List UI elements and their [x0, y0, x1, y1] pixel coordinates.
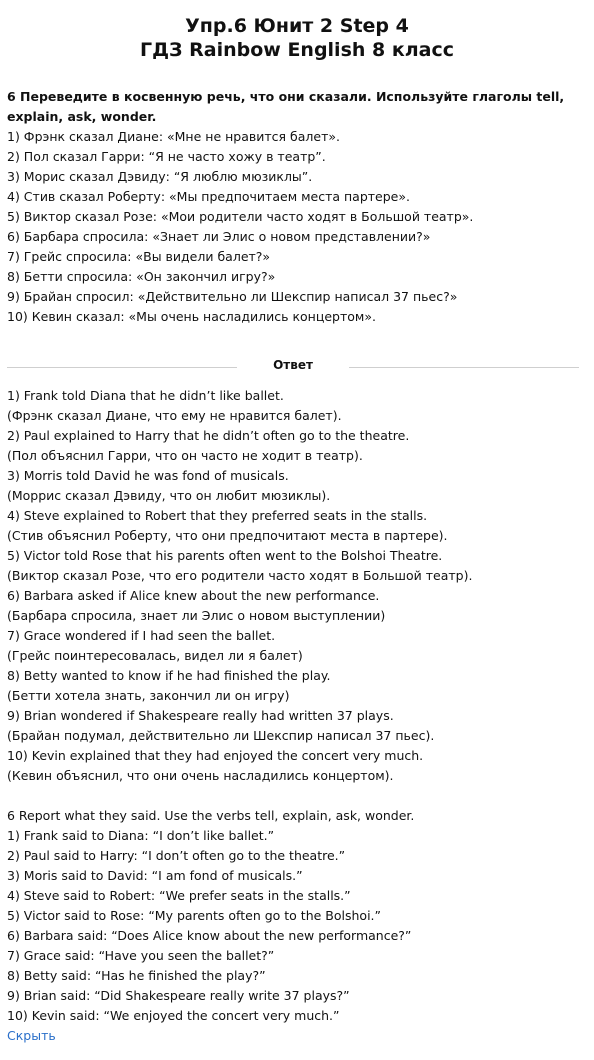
report-item: 3) Moris said to David: “I am fond of musicals.” [7, 868, 303, 883]
report-item: 8) Betty said: “Has he finished the play?” [7, 968, 266, 983]
report-section [7, 806, 587, 1026]
task-item: 2) Пол сказал Гарри: “Я не часто хожу в театр”. [7, 149, 326, 164]
report-heading: 6 Report what they said. Use the verbs tell, explain, ask, wonder. [7, 808, 415, 823]
answers-section [7, 386, 587, 786]
page-title-line-2: ГДЗ Rainbow English 8 класс [139, 39, 455, 61]
answer-line: (Моррис сказал Дэвиду, что он любит мюзиклы). [7, 488, 331, 503]
answer-label: Ответ [273, 358, 313, 372]
answer-line: 5) Victor told Rose that his parents often went to the Bolshoi Theatre. [7, 548, 443, 563]
task-item: 7) Грейс спросила: «Вы видели балет?» [7, 249, 271, 264]
page-title [0, 0, 594, 62]
answer-line: 2) Paul explained to Harry that he didn’t often go to the theatre. [7, 428, 410, 443]
answer-line: 1) Frank told Diana that he didn’t like ballet. [7, 388, 284, 403]
task-item: 9) Брайан спросил: «Действительно ли Шекспир написал 37 пьес?» [7, 289, 458, 304]
task-item: 1) Фрэнк сказал Диане: «Мне не нравится балет». [7, 129, 340, 144]
answer-line: (Фрэнк сказал Диане, что ему не нравится балет). [7, 408, 342, 423]
separator-rule-right [349, 367, 579, 368]
task-item: 4) Стив сказал Роберту: «Мы предпочитаем места партере». [7, 189, 410, 204]
answer-separator [7, 360, 579, 374]
answer-line: (Кевин объяснил, что они очень насладились концертом). [7, 768, 394, 783]
task-item: 10) Кевин сказал: «Мы очень насладились концертом». [7, 309, 376, 324]
answer-line: 7) Grace wondered if I had seen the ballet. [7, 628, 276, 643]
report-item: 2) Paul said to Harry: “I don’t often go to the theatre.” [7, 848, 346, 863]
task-item: 6) Барбара спросила: «Знает ли Элис о новом представлении?» [7, 229, 431, 244]
report-item: 9) Brian said: “Did Shakespeare really write 37 plays?” [7, 988, 350, 1003]
answer-line: 9) Brian wondered if Shakespeare really had written 37 plays. [7, 708, 394, 723]
answer-line: 3) Morris told David he was fond of musicals. [7, 468, 289, 483]
answer-line: (Брайан подумал, действительно ли Шекспир написал 37 пьес). [7, 728, 435, 743]
answer-line: (Пол объяснил Гарри, что он часто не ходит в театр). [7, 448, 363, 463]
report-item: 1) Frank said to Diana: “I don’t like ballet.” [7, 828, 275, 843]
page-title-line-1: Упр.6 Юнит 2 Step 4 [185, 15, 409, 37]
answer-line: 10) Kevin explained that they had enjoyed the concert very much. [7, 748, 424, 763]
answer-line: (Барбара спросила, знает ли Элис о новом выступлении) [7, 608, 386, 623]
report-item: 5) Victor said to Rose: “My parents often go to the Bolshoi.” [7, 908, 381, 923]
answer-line: 6) Barbara asked if Alice knew about the new performance. [7, 588, 380, 603]
task-item: 5) Виктор сказал Розе: «Мои родители часто ходят в Большой театр». [7, 209, 474, 224]
task-heading: 6 Переведите в косвенную речь, что они сказали. Используйте глаголы tell, explain, ask, wonder. [7, 89, 565, 124]
report-item: 10) Kevin said: “We enjoyed the concert very much.” [7, 1008, 340, 1023]
task-item: 8) Бетти спросила: «Он закончил игру?» [7, 269, 276, 284]
answer-line: 8) Betty wanted to know if he had finished the play. [7, 668, 331, 683]
report-item: 7) Grace said: “Have you seen the ballet?” [7, 948, 275, 963]
answer-line: 4) Steve explained to Robert that they preferred seats in the stalls. [7, 508, 428, 523]
report-item: 4) Steve said to Robert: “We prefer seats in the stalls.” [7, 888, 351, 903]
hide-link[interactable]: Скрыть [7, 1028, 56, 1043]
answer-line: (Бетти хотела знать, закончил ли он игру) [7, 688, 290, 703]
report-item: 6) Barbara said: “Does Alice know about the new performance?” [7, 928, 412, 943]
task-item: 3) Морис сказал Дэвиду: “Я люблю мюзиклы”. [7, 169, 313, 184]
answer-line: (Виктор сказал Розе, что его родители часто ходят в Большой театр). [7, 568, 473, 583]
task-section [7, 87, 587, 327]
answer-line: (Стив объяснил Роберту, что они предпочитают места в партере). [7, 528, 448, 543]
answer-line: (Грейс поинтересовалась, видел ли я балет) [7, 648, 303, 663]
